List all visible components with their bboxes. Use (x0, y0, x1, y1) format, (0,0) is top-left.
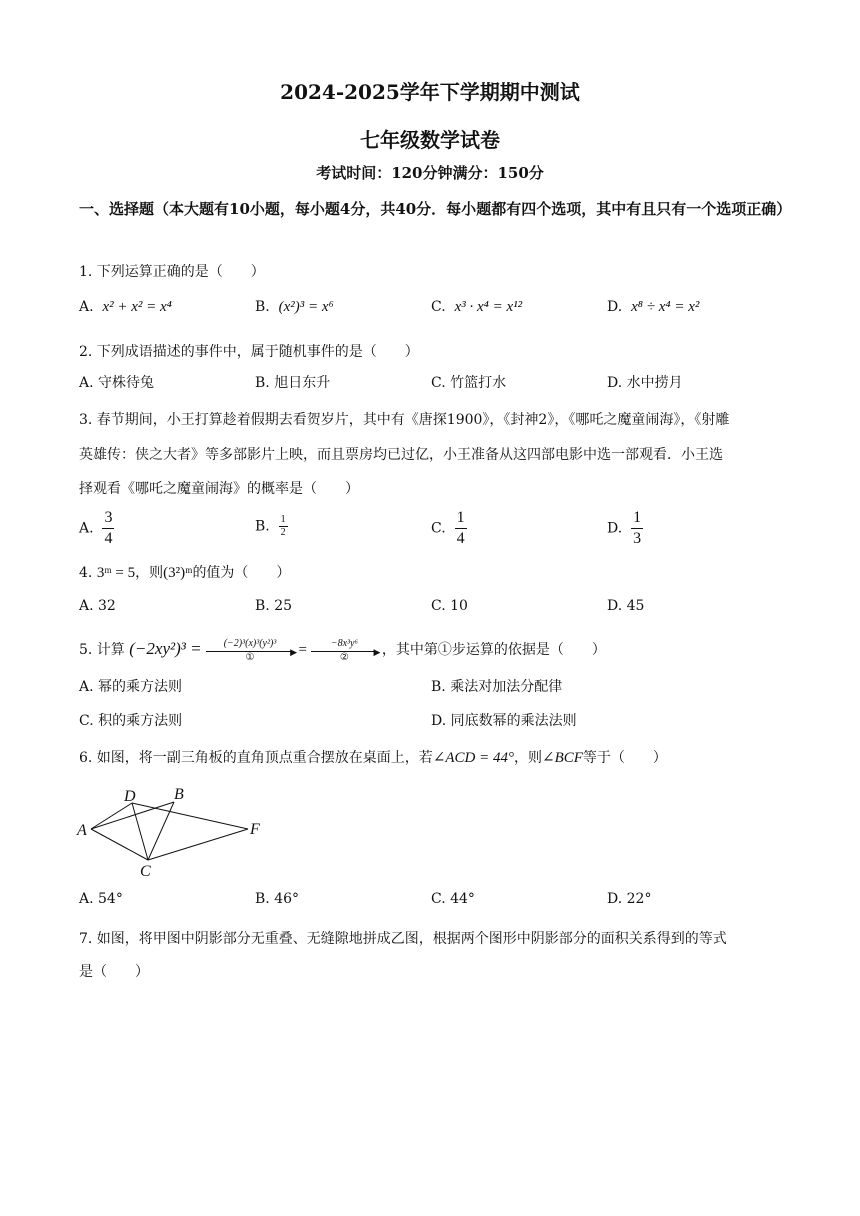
q1-option-d: D. x⁸ ÷ x⁴ = x² (607, 299, 700, 315)
segment-DF (132, 803, 248, 829)
segment-BC (148, 802, 174, 860)
label-A: A (77, 822, 87, 839)
q6-option-c: C. 44° (431, 891, 475, 907)
q6-option-a: A. 54° (79, 891, 123, 907)
q3-option-d: D. $\frac{1}{3}$ (607, 509, 642, 547)
q3-option-c: C. $\frac{1}{4}$ (431, 509, 465, 547)
q4-option-a: A. 32 (79, 598, 116, 614)
q2-option-d: D. 水中捞月 (607, 375, 683, 391)
q2-stem: 2. 下列成语描述的事件中，属于随机事件的是（ ） (79, 344, 419, 360)
segment-CF (148, 829, 248, 860)
q2-option-c: C. 竹篮打水 (431, 375, 507, 391)
q5-option-b: B. 乘法对加法分配律 (431, 679, 563, 695)
fraction: $\frac{1}{4}$ (456, 509, 465, 547)
q6-option-b: B. 46° (255, 891, 300, 907)
q4-option-c: C. 10 (431, 598, 468, 614)
q3-option-a: A. $\frac{3}{4}$ (79, 509, 113, 547)
fraction: $\frac{3}{4}$ (104, 509, 113, 547)
q5-option-d: D. 同底数幂的乘法法则 (431, 713, 577, 729)
q4-option-d: D. 45 (607, 598, 645, 614)
q6-option-d: D. 22° (607, 891, 652, 907)
exam-subtitle: 七年级数学试卷 (360, 128, 500, 152)
q3-stem-line1: 3. 春节期间，小王打算趁着假期去看贺岁片，其中有《唐探1900》，《封神2》，《哪吒之魔童闹海》，《射雕 (79, 412, 730, 428)
q4-stem: 4. 3ᵐ = 5，则(3²)ᵐ的值为（ ） (79, 565, 291, 581)
q5-option-c: C. 积的乘方法则 (79, 713, 183, 729)
q6-stem: 6. 如图，将一副三角板的直角顶点重合摆放在桌面上，若∠ACD = 44°，则∠BCF等于（ ） (79, 750, 667, 766)
q3-stem-line3: 择观看《哪吒之魔童闹海》的概率是（ ） (79, 481, 359, 497)
q1-option-a: A. x² + x² = x⁴ (79, 299, 172, 315)
q4-option-b: B. 25 (255, 598, 293, 614)
q5-option-a: A. 幂的乘方法则 (79, 679, 183, 695)
segment-AD (91, 803, 132, 829)
section-heading: 一、选择题（本大题有10小题，每小题4分，共40分．每小题都有四个选项，其中有且只有一个选项正确） (79, 200, 792, 218)
q3-stem-line2: 英雄传：侠之大者》等多部影片上映，而且票房均已过亿，小王准备从这四部电影中选一部观看．小王选 (79, 447, 723, 463)
q1-stem: 1. 下列运算正确的是（ ） (79, 264, 265, 280)
exam-title: 2024-2025学年下学期期中测试 (280, 80, 580, 104)
q2-option-b: B. 旭日东升 (255, 375, 331, 391)
q5-stem: 5. 计算 (−2xy²)³ = (−2)³(x)³(y²)³ ▶ ① = −8x³y⁶ ▶ ② ，其中第①步运算的依据是（ ） (79, 637, 606, 663)
q2-option-a: A. 守株待兔 (79, 375, 155, 391)
q1-option-c: C. x³ · x⁴ = x¹² (431, 299, 523, 315)
q1-option-b: B. (x²)³ = x⁶ (255, 299, 334, 315)
q7-stem-line2: 是（ ） (79, 964, 149, 980)
fraction: $\frac{1}{3}$ (633, 509, 642, 547)
q3-option-b: B. $\frac{1}{2}$ (255, 514, 286, 538)
label-C: C (140, 863, 151, 880)
fraction: $\frac{1}{2}$ (280, 514, 286, 538)
label-F: F (250, 821, 260, 838)
triangle-figure (74, 782, 274, 882)
exam-info: 考试时间：120分钟满分：150分 (316, 164, 544, 182)
segment-AC (91, 829, 148, 860)
label-D: D (124, 788, 136, 805)
q7-stem-line1: 7. 如图，将甲图中阴影部分无重叠、无缝隙地拼成乙图，根据两个图形中阴影部分的面积关系得到的等式 (79, 931, 727, 947)
label-B: B (174, 786, 184, 803)
